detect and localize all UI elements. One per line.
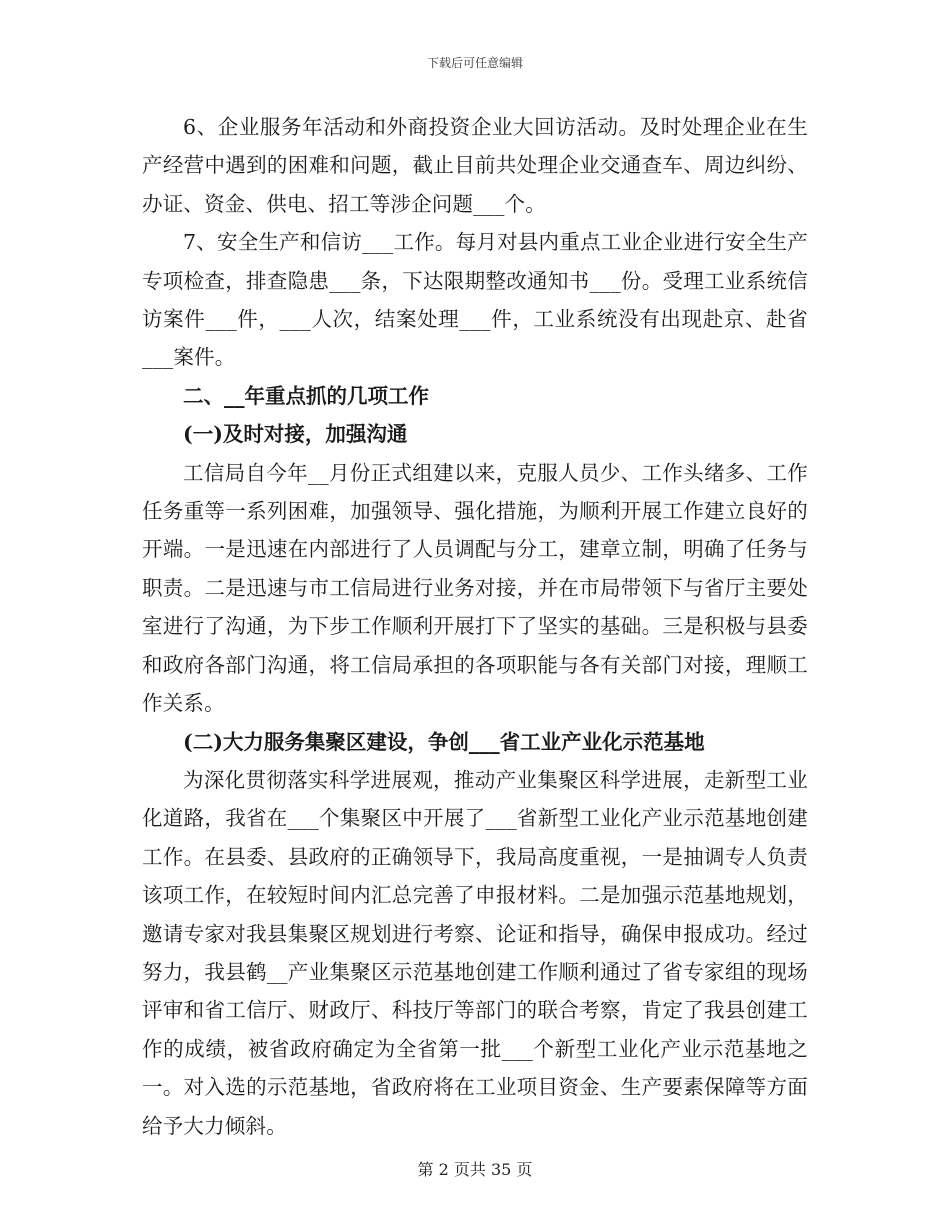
paragraph-item-6: 6、企业服务年活动和外商投资企业大回访活动。及时处理企业在生产经营中遇到的困难和问题，截止目前共处理企业交通查车、周边纠纷、办证、资金、供电、招工等涉企问题___个。 bbox=[142, 115, 808, 216]
document-body bbox=[142, 108, 808, 1145]
section-heading: 二、__年重点抓的几项工作 bbox=[183, 383, 429, 408]
subsection-heading-1: (一)及时对接，加强沟通 bbox=[183, 422, 408, 447]
page-header: 下载后可任意编辑 bbox=[426, 56, 523, 70]
paragraph-item-7: 7、安全生产和信访___工作。每月对县内重点工业企业进行安全生产专项检查，排查隐患___条，下达限期整改通知书___份。受理工业系统信访案件___件，___人次，结案处理___件，工业系统没有出现赴京、赴省___案件。 bbox=[142, 230, 808, 370]
paragraph-demo-base: 为深化贯彻落实科学进展观，推动产业集聚区科学进展，走新型工业化道路，我省在___个集聚区中开展了___省新型工业化产业示范基地创建工作。在县委、县政府的正确领导下，我局高度重视，一是抽调专人负责该项工作，在较短时间内汇总完善了申报材料。二是加强示范基地规划，邀请专家对我县集聚区规划进行考察、论证和指导，确保申报成功。经过努力，我县鹤__产业集聚区示范基地创建工作顺利通过了省专家组的现场评审和省工信厅、财政厅、科技厅等部门的联合考察，肯定了我县创建工作的成绩，被省政府确定为全省第一批___个新型工业化产业示范基地之一。对入选的示范基地，省政府将在工业项目资金、生产要素保障等方面给予大力倾斜。 bbox=[142, 767, 808, 1138]
page-number: 第 2 页共 35 页 bbox=[417, 1160, 533, 1179]
subsection-heading-2: (二)大力服务集聚区建设，争创___省工业产业化示范基地 bbox=[183, 729, 705, 754]
paragraph-docking: 工信局自今年__月份正式组建以来，克服人员少、工作头绪多、工作任务重等一系列困难，加强领导、强化措施，为顺利开展工作建立良好的开端。一是迅速在内部进行了人员调配与分工，建章立制，明确了任务与职责。二是迅速与市工信局进行业务对接，并在市局带领下与省厅主要处室进行了沟通，为下步工作顺利开展打下了坚实的基础。三是积极与县委和政府各部门沟通，将工信局承担的各项职能与各有关部门对接，理顺工作关系。 bbox=[142, 460, 808, 716]
